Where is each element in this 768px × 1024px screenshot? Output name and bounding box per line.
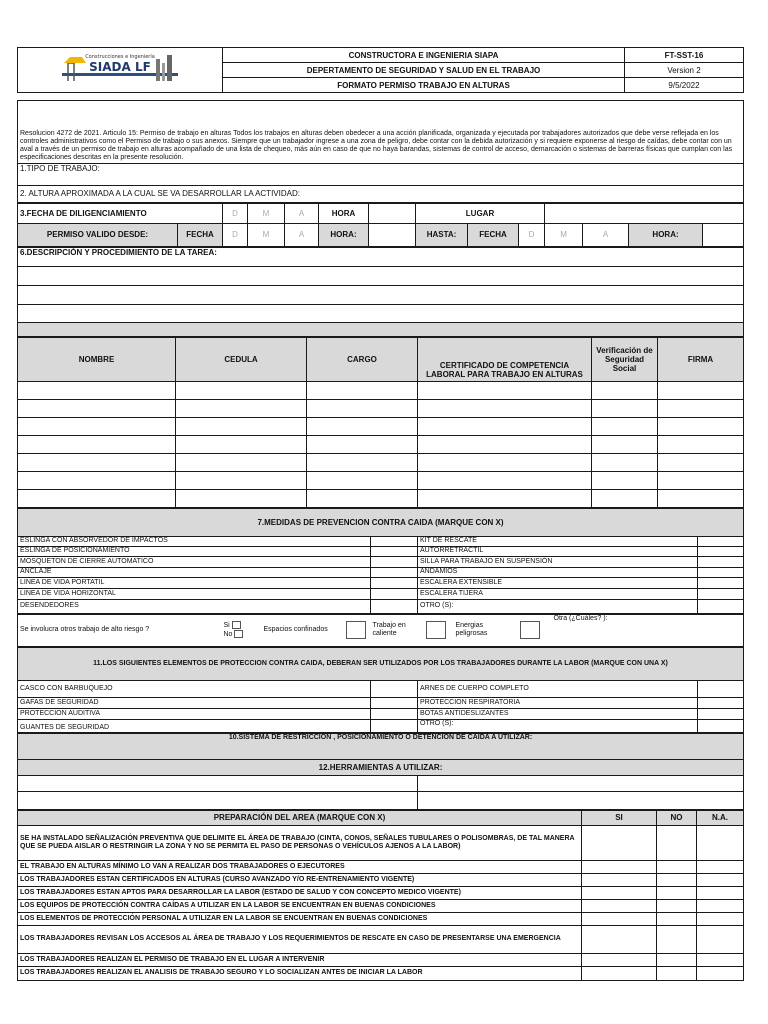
prevencion-item: DESENDEDORES	[18, 599, 371, 613]
dates-table	[17, 203, 744, 247]
table-row	[18, 966, 744, 980]
prevencion-item: SILLA PARA TRABAJO EN SUSPENSIÓN	[418, 556, 698, 567]
table-row	[18, 886, 744, 899]
form-header	[17, 47, 744, 93]
hasta-month[interactable]: M	[545, 223, 583, 246]
hora-hasta-input[interactable]	[703, 223, 744, 246]
prevencion-item: ESLINGA DE POSICIONAMIENTO	[18, 546, 371, 556]
form-code: FT-SST-16	[625, 48, 744, 63]
prevencion-check[interactable]	[371, 599, 418, 613]
check-no[interactable]	[657, 899, 697, 912]
tipo-trabajo-label: 1.TIPO DE TRABAJO:	[20, 163, 100, 173]
table-row[interactable]	[18, 417, 744, 435]
section-10-title: 10.SISTEMA DE RESTRICCION , POSICIONAMIENTO O DETENCION DE CAIDA A UTILIZAR:	[18, 733, 744, 759]
espacios-checkbox[interactable]	[346, 621, 366, 639]
section-12-title: 12.HERRAMIENTAS A UTILIZAR:	[18, 759, 744, 775]
proteccion-check[interactable]	[371, 719, 418, 732]
check-si[interactable]	[582, 899, 657, 912]
checklist-item: SE HA INSTALADO SEÑALIZACIÓN PREVENTIVA QUE DELIMITE EL ÁREA DE TRABAJO (CINTA, CONOS, SEÑALES TUBULARES O POLISOMBRAS, DE TAL MANERA QUE SE PUEDA AISLAR O RESTRINGIR LA ZONA Y NO SE PERMITA EL PASO DE PERSONAS O VEHÍCULOS AJENOS A LA LABOR)	[18, 825, 582, 860]
check-na[interactable]	[697, 899, 744, 912]
prevencion-check[interactable]	[371, 546, 418, 556]
department-name: DEPERTAMENTO DE SEGURIDAD Y SALUD EN EL TRABAJO	[223, 63, 625, 78]
desde-day[interactable]: D	[223, 223, 248, 246]
check-si[interactable]	[582, 966, 657, 980]
prevencion-check[interactable]	[698, 577, 744, 588]
descripcion-field[interactable]	[18, 247, 744, 266]
alto-riesgo-question: Se involucra otros trabajo de alto riesgo ?	[18, 614, 222, 646]
check-si[interactable]	[582, 873, 657, 886]
proteccion-check[interactable]	[371, 680, 418, 697]
prevencion-item: MOSQUETON DE CIERRE AUTOMATICO	[18, 556, 371, 567]
proteccion-item: GAFAS DE SEGURIDAD	[18, 697, 371, 708]
col-seguridad-social: Verificación de Seguridad Social	[592, 337, 658, 381]
hora-hasta-label: HORA:	[629, 223, 703, 246]
si-checkbox[interactable]	[232, 621, 241, 629]
proteccion-check[interactable]	[698, 719, 744, 732]
prevencion-check[interactable]	[698, 567, 744, 577]
energias-label: Energias peligrosas	[454, 614, 509, 646]
table-row[interactable]	[18, 435, 744, 453]
caliente-checkbox[interactable]	[426, 621, 446, 639]
fecha-hasta-label: FECHA	[468, 223, 519, 246]
col-cedula: CEDULA	[176, 337, 307, 381]
check-no[interactable]	[657, 886, 697, 899]
form-title: FORMATO PERMISO TRABAJO EN ALTURAS	[223, 78, 625, 93]
preparacion-table	[17, 810, 744, 981]
workers-table	[17, 337, 744, 508]
hasta-day[interactable]: D	[519, 223, 545, 246]
checklist-item: LOS TRABAJADORES ESTAN APTOS PARA DESARROLLAR LA LABOR (ESTADO DE SALUD Y CON CONCEPTO MEDICO VIGENTE)	[18, 886, 582, 899]
checklist-item: LOS TRABAJADORES ESTAN CERTIFICADOS EN ALTURAS (CURSO AVANZADO Y/O RE-ENTRENAMIENTO VIGENTE)	[18, 873, 582, 886]
form-body	[17, 93, 744, 203]
check-na[interactable]	[697, 953, 744, 966]
table-row	[18, 860, 744, 873]
check-na[interactable]	[697, 966, 744, 980]
check-si[interactable]	[582, 886, 657, 899]
check-no[interactable]	[657, 860, 697, 873]
check-si[interactable]	[582, 912, 657, 925]
herramienta-input[interactable]	[18, 791, 418, 809]
section-11-title: 11.LOS SIGUIENTES ELEMENTOS DE PROTECCION CONTRA CAIDA, DEBERAN SER UTILIZADOS POR LOS TRABAJADORES DURANTE LA LABOR (MARQUE CON UNA X)	[18, 647, 744, 680]
proteccion-item: CASCO CON BARBUQUEJO	[18, 680, 371, 697]
si-label: Si	[223, 622, 230, 629]
prevencion-item: ESCALERA TIJERA	[418, 588, 698, 599]
check-no[interactable]	[657, 912, 697, 925]
check-no[interactable]	[657, 825, 697, 860]
hora-label: HORA	[319, 203, 369, 223]
altura-field[interactable]	[18, 185, 744, 202]
prevencion-item: ESLINGA CON ABSORVEDOR DE IMPACTOS	[18, 536, 371, 546]
tipo-trabajo-field[interactable]	[18, 163, 744, 185]
check-no[interactable]	[657, 966, 697, 980]
logo-subtitle: Construcciones e Ingeniería	[85, 54, 155, 60]
logo-graphic	[60, 51, 180, 89]
prevencion-item: KIT DE RESCATE	[418, 536, 698, 546]
prevencion-item: LINEA DE VIDA HORIZONTAL	[18, 588, 371, 599]
no-checkbox[interactable]	[234, 630, 243, 638]
section-7	[17, 508, 744, 614]
fecha-dilig-label: 3.FECHA DE DILIGENCIAMIENTO	[18, 203, 223, 223]
hora-desde-label: HORA:	[319, 223, 369, 246]
col-nombre: NOMBRE	[18, 337, 176, 381]
check-na[interactable]	[697, 860, 744, 873]
proteccion-item: GUANTES DE SEGURIDAD	[18, 719, 371, 732]
lugar-input[interactable]	[545, 203, 744, 223]
caliente-label: Trabajo en caliente	[371, 614, 418, 646]
descripcion-table	[17, 247, 744, 337]
table-row[interactable]	[18, 453, 744, 471]
form-date: 9/5/2022	[625, 78, 744, 93]
no-label: No	[223, 630, 233, 638]
otra-label: Otra (¿Cuáles? ):	[553, 614, 608, 622]
check-si[interactable]	[582, 860, 657, 873]
prevencion-check[interactable]	[371, 567, 418, 577]
col-cargo: CARGO	[307, 337, 418, 381]
table-row[interactable]	[18, 399, 744, 417]
energias-box-cell	[509, 614, 552, 646]
proteccion-item: PROTECCION RESPIRATORIA	[418, 697, 698, 708]
table-row	[18, 899, 744, 912]
checklist-item: LOS TRABAJADORES REALIZAN EL PERMISO DE TRABAJO EN EL LUGAR A INTERVENIR	[18, 953, 582, 966]
prevencion-item: OTRO (S):	[418, 599, 698, 613]
col-firma: FIRMA	[658, 337, 744, 381]
prevencion-item: ANDAMIOS	[418, 567, 698, 577]
prevencion-check[interactable]	[371, 577, 418, 588]
check-si[interactable]	[582, 925, 657, 953]
prevencion-check[interactable]	[698, 588, 744, 599]
herramienta-input[interactable]	[418, 775, 744, 791]
sections-10-12	[17, 733, 744, 810]
checklist-item: LOS EQUIPOS DE PROTECCIÓN CONTRA CAÍDAS A UTILIZAR EN LA LABOR SE ENCUENTRAN EN BUENAS CONDICIONES	[18, 899, 582, 912]
check-na[interactable]	[697, 925, 744, 953]
company-name: CONSTRUCTORA E INGENIERIA SIAPA	[223, 48, 625, 63]
table-row	[18, 873, 744, 886]
separator-row	[18, 322, 744, 336]
form-version: Version 2	[625, 63, 744, 78]
proteccion-item: PROTECCION AUDITIVA	[18, 708, 371, 719]
proteccion-check[interactable]	[371, 708, 418, 719]
espacios-box-cell	[341, 614, 371, 646]
prevencion-item: ANCLAJE	[18, 567, 371, 577]
check-no[interactable]	[657, 873, 697, 886]
prevencion-check[interactable]	[698, 536, 744, 546]
check-na[interactable]	[697, 886, 744, 899]
desde-year[interactable]: A	[285, 223, 319, 246]
prevencion-check[interactable]	[371, 588, 418, 599]
proteccion-item: BOTAS ANTIDESLIZANTES	[418, 708, 698, 719]
table-row	[18, 825, 744, 860]
high-risk-row	[17, 614, 744, 647]
si-no-options	[222, 614, 262, 646]
prevencion-item: AUTORRETRACTIL	[418, 546, 698, 556]
company-logo	[18, 48, 223, 93]
table-row	[18, 925, 744, 953]
checklist-item: LOS TRABAJADORES REVISAN LOS ACCESOS AL ÁREA DE TRABAJO Y LOS REQUERIMIENTOS DE RESCATE EN CASO DE PRESENTARSE UNA EMERGENCIA	[18, 925, 582, 953]
hora-desde-input[interactable]	[369, 223, 416, 246]
descripcion-label: 6.DESCRIPCIÓN Y PROCEDIMIENTO DE LA TAREA:	[20, 247, 217, 257]
resolution-text: Resolucion 4272 de 2021. Articulo 15: Permiso de trabajo en alturas Todos los trabajos en alturas deben obedecer a una acción planificada, organizada y ejecutada por trabajadores autorizados que debe verse reflejada en los controles administrativos como el Permiso de trabajo o sus anexos. Siempre que un trabajador ingrese a una zona de peligro, debe contar con la debida autorización y si requiere exponerse al riesgo de caídas, debe contar con un aval a través de un permiso de trabajo en alturas acompañado de una lista de chequeo, más aún en caso de que no haya barandas, sistemas de control de acceso, demarcación o sistemas de barreras físicas que cumplan con las especificaciones descritas en la presente resolución.	[18, 100, 744, 163]
prevencion-item: ESCALERA EXTENSIBLE	[418, 577, 698, 588]
check-no[interactable]	[657, 925, 697, 953]
col-no: NO	[657, 810, 697, 825]
proteccion-item: ARNES DE CUERPO COMPLETO	[418, 680, 698, 697]
checklist-item: EL TRABAJO EN ALTURAS MÍNIMO LO VAN A REALIZAR DOS TRABAJADORES O EJECUTORES	[18, 860, 582, 873]
table-row[interactable]	[18, 489, 744, 507]
hora-input[interactable]	[369, 203, 416, 223]
proteccion-check[interactable]	[698, 697, 744, 708]
prevencion-check[interactable]	[371, 556, 418, 567]
logo-name: SIADA LF	[89, 60, 151, 74]
check-no[interactable]	[657, 953, 697, 966]
prevencion-check[interactable]	[371, 536, 418, 546]
proteccion-item: OTRO (S):	[418, 719, 698, 732]
prevencion-check[interactable]	[698, 599, 744, 613]
proteccion-check[interactable]	[371, 697, 418, 708]
proteccion-check[interactable]	[698, 680, 744, 697]
check-si[interactable]	[582, 953, 657, 966]
herramienta-input[interactable]	[18, 775, 418, 791]
table-row[interactable]	[18, 381, 744, 399]
desde-month[interactable]: M	[248, 223, 285, 246]
check-na[interactable]	[697, 825, 744, 860]
otra-field[interactable]	[552, 614, 744, 646]
herramienta-input[interactable]	[418, 791, 744, 809]
checklist-item: LOS ELEMENTOS DE PROTECCIÓN PERSONAL A UTILIZAR EN LA LABOR SE ENCUENTRAN EN BUENAS CONDICIONES	[18, 912, 582, 925]
dilig-year[interactable]: A	[285, 203, 319, 223]
descripcion-line[interactable]	[18, 285, 744, 304]
lugar-label: LUGAR	[416, 203, 545, 223]
caliente-box-cell	[418, 614, 454, 646]
fecha-desde-label: FECHA	[178, 223, 223, 246]
checklist-item: LOS TRABAJADORES REALIZAN EL ANALISIS DE TRABAJO SEGURO Y LO SOCIALIZAN ANTES DE INICIAR LA LABOR	[18, 966, 582, 980]
energias-checkbox[interactable]	[520, 621, 540, 639]
section-7-title: 7.MEDIDAS DE PREVENCION CONTRA CAIDA (MARQUE CON X)	[18, 508, 744, 536]
col-na: N.A.	[697, 810, 744, 825]
permit-form	[17, 47, 743, 981]
table-row[interactable]	[18, 471, 744, 489]
table-row	[18, 953, 744, 966]
prevencion-check[interactable]	[698, 556, 744, 567]
descripcion-line[interactable]	[18, 266, 744, 285]
preparacion-title: PREPARACIÓN DEL AREA (MARQUE CON X)	[18, 810, 582, 825]
descripcion-line[interactable]	[18, 304, 744, 322]
prevencion-check[interactable]	[698, 546, 744, 556]
permiso-valido-label: PERMISO VALIDO DESDE:	[18, 223, 178, 246]
check-si[interactable]	[582, 825, 657, 860]
dilig-month[interactable]: M	[248, 203, 285, 223]
check-na[interactable]	[697, 873, 744, 886]
altura-label: 2. ALTURA APROXIMADA A LA CUAL SE VA DESARROLLAR LA ACTIVIDAD:	[20, 189, 300, 198]
proteccion-check[interactable]	[698, 708, 744, 719]
col-certificado: CERTIFICADO DE COMPETENCIA LABORAL PARA TRABAJO EN ALTURAS	[418, 337, 592, 381]
section-11	[17, 647, 744, 733]
prevencion-item: LINEA DE VIDA PORTATIL	[18, 577, 371, 588]
dilig-day[interactable]: D	[223, 203, 248, 223]
espacios-label: Espacios confinados	[262, 614, 341, 646]
col-si: SI	[582, 810, 657, 825]
hasta-year[interactable]: A	[583, 223, 629, 246]
check-na[interactable]	[697, 912, 744, 925]
hasta-label: HASTA:	[416, 223, 468, 246]
table-row	[18, 912, 744, 925]
